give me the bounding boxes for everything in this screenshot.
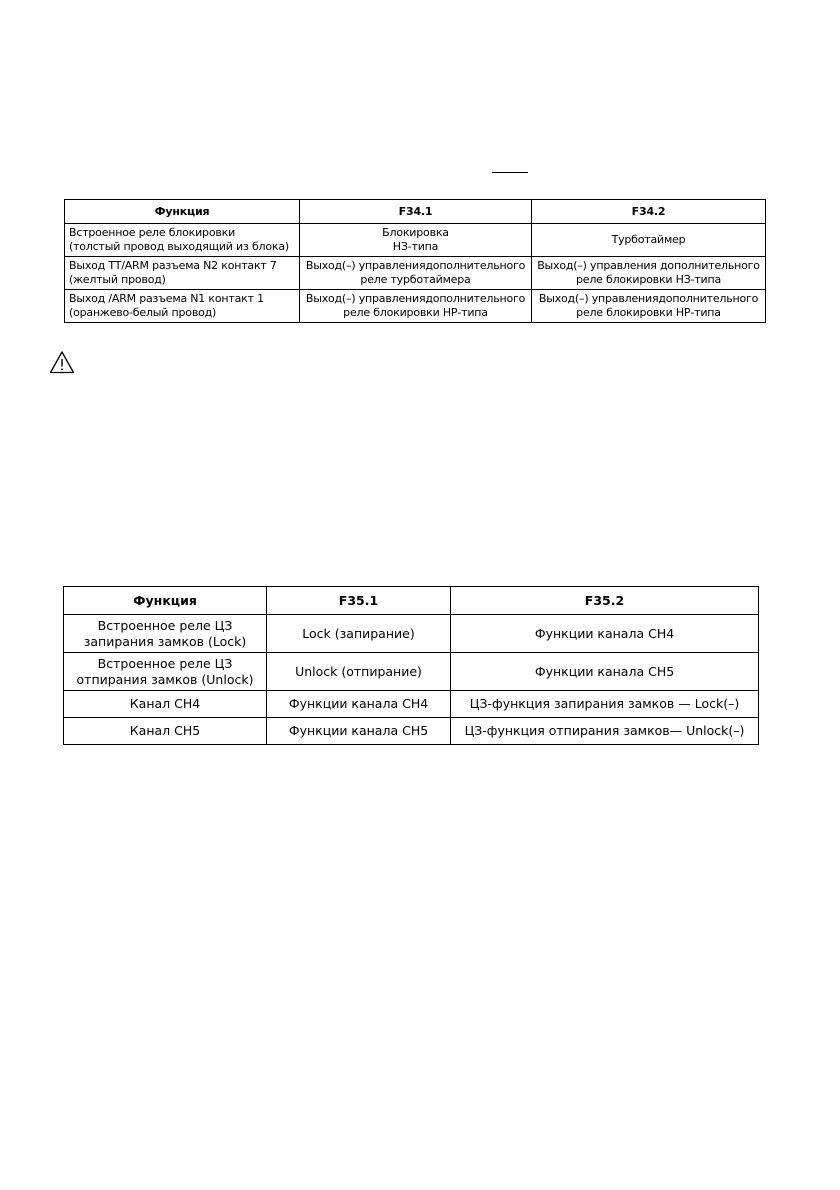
function-cell <box>65 224 300 257</box>
function-cell <box>65 290 300 323</box>
f35-settings-table <box>63 586 759 745</box>
table-row <box>65 290 766 323</box>
cell-line: (толстый провод выходящий из блока) <box>69 240 289 253</box>
cell-line: (желтый провод) <box>69 273 166 286</box>
function-cell <box>65 257 300 290</box>
table-row <box>64 718 759 745</box>
header-f35-2: F35.2 <box>451 587 759 615</box>
table-row <box>64 691 759 718</box>
header-function: Функция <box>65 200 300 224</box>
cell-line: Выход /ARM разъема N1 контакт 1 <box>69 292 264 306</box>
function-cell: Канал CH5 <box>64 718 267 745</box>
cell-line: Выход(–) управлениядополнительного <box>305 259 526 273</box>
overline-mark <box>492 172 528 173</box>
f34-2-cell <box>532 224 766 257</box>
cell-line: Блокировка <box>382 226 449 240</box>
cell-line: реле блокировки НР-типа <box>343 306 488 319</box>
f34-1-cell <box>300 257 532 290</box>
cell-line: НЗ-типа <box>392 240 439 253</box>
cell-line: Встроенное реле блокировки <box>69 226 236 240</box>
cell-line: Выход(–) управления дополнительного <box>537 259 760 273</box>
f35-1-cell: Функции канала CH5 <box>267 718 451 745</box>
cell-line: Встроенное реле ЦЗ <box>97 617 233 633</box>
warning-triangle-icon <box>49 350 75 374</box>
header-f34-1: F34.1 <box>300 200 532 224</box>
cell-line: Выход(–) управлениядополнительного <box>305 292 526 306</box>
f34-2-cell <box>532 290 766 323</box>
header-function: Функция <box>64 587 267 615</box>
table-row <box>64 615 759 653</box>
cell-line: (оранжево-белый провод) <box>69 306 217 319</box>
f35-1-cell: Функции канала CH4 <box>267 691 451 718</box>
function-cell <box>64 615 267 653</box>
cell-line: запирания замков (Lock) <box>83 633 247 649</box>
cell-line: реле турботаймера <box>360 273 471 286</box>
f34-settings-table <box>64 199 766 323</box>
cell-line: Выход(–) управлениядополнительного <box>538 292 759 306</box>
header-f35-1: F35.1 <box>267 587 451 615</box>
f34-2-cell <box>532 257 766 290</box>
f35-2-cell: Функции канала CH5 <box>451 653 759 691</box>
f35-1-cell: Lock (запирание) <box>267 615 451 653</box>
header-f34-2: F34.2 <box>532 200 766 224</box>
cell-line: Встроенное реле ЦЗ <box>97 655 233 671</box>
table-header-row <box>65 200 766 224</box>
f35-2-cell: ЦЗ-функция отпирания замков— Unlock(–) <box>451 718 759 745</box>
table-row <box>65 224 766 257</box>
f35-2-cell: ЦЗ-функция запирания замков — Lock(–) <box>451 691 759 718</box>
cell-line: Турботаймер <box>611 233 686 247</box>
cell-line: отпирания замков (Unlock) <box>76 671 254 687</box>
table-row <box>64 653 759 691</box>
f34-1-cell <box>300 224 532 257</box>
f35-2-cell: Функции канала CH4 <box>451 615 759 653</box>
function-cell <box>64 653 267 691</box>
function-cell: Канал CH4 <box>64 691 267 718</box>
cell-line: реле блокировки НЗ-типа <box>575 273 722 286</box>
f34-1-cell <box>300 290 532 323</box>
table-header-row <box>64 587 759 615</box>
cell-line: Выход TT/ARM разъема N2 контакт 7 <box>69 259 277 273</box>
f35-1-cell: Unlock (отпирание) <box>267 653 451 691</box>
cell-line: реле блокировки НР-типа <box>576 306 721 319</box>
table-row <box>65 257 766 290</box>
